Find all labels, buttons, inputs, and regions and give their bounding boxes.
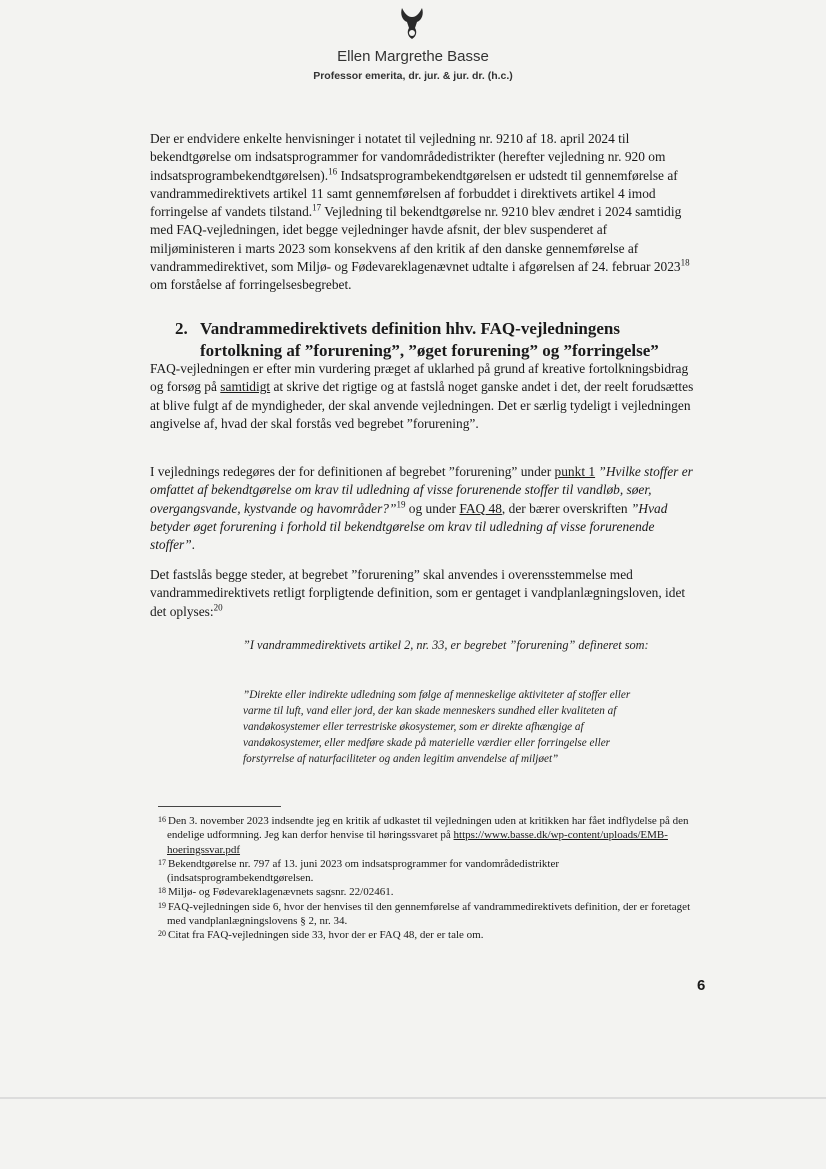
section-number: 2.: [175, 319, 188, 338]
italic-text: ”Hvilke stoffer er omfattet af bekendtgørelse om krav til udledning af visse forurenende stoffer til vandløb, søer, overgangsvande, kystvande og havområder?”: [150, 464, 693, 516]
footnote-number: 16: [158, 815, 166, 824]
author-name: Ellen Margrethe Basse: [337, 48, 489, 65]
author-subtitle: Professor emerita, dr. jur. & jur. dr. (h.c.): [313, 70, 513, 82]
text-span: , der bærer overskriften: [501, 500, 631, 516]
quote-intro: ”I vandrammedirektivets artikel 2, nr. 33, er begrebet ”forurening” defineret som:: [243, 638, 649, 652]
paragraph-faq-assessment: [150, 360, 695, 433]
footnote-ref[interactable]: 18: [680, 257, 690, 268]
text-span: og under: [405, 500, 460, 516]
link-punkt-1[interactable]: punkt 1: [554, 464, 596, 479]
footnote-ref[interactable]: 20: [213, 602, 223, 613]
footnote-number: 17: [158, 857, 166, 867]
footnote-text: Den 3. november 2023 indsendte jeg en kritik af udkastet til vejledningen uden at kritikken har fået indflydelse på den endelige udformning. Jeg kan derfor henvise til høringssvaret på: [167, 815, 689, 842]
section-heading: [175, 318, 685, 362]
section-title: Vandrammedirektivets definition hhv. FAQ-vejledningens fortolkning af ”forurening”, ”øget forurening” og ”forringelse”: [200, 319, 659, 360]
paragraph-conclusion: [150, 566, 695, 621]
underlined-text: samtidigt: [220, 379, 271, 395]
link-faq-48[interactable]: FAQ 48: [459, 500, 502, 516]
footnote-18: [158, 885, 698, 899]
scan-edge-line: [0, 1097, 826, 1099]
footnote-text: Citat fra FAQ-vejledningen side 33, hvor der er FAQ 48, der er tale om.: [168, 929, 484, 942]
footnote-20: [158, 928, 698, 942]
footnote-text: Miljø- og Fødevareklagenævnets sagsnr. 22/02461.: [168, 886, 394, 899]
paragraph-intro: [150, 130, 695, 295]
page-number: 6: [697, 977, 706, 994]
footnote-text: Bekendtgørelse nr. 797 af 13. juni 2023 om indsatsprogrammer for vandområdedistrikter (indsatsprogrambekendtgørelsen.: [167, 857, 560, 885]
text-span: FAQ-vejledningen er efter min vurdering præget af uklarhed på grund af kreative fortolkningsbidrag og forsøg på: [150, 361, 689, 395]
text-span: .: [191, 537, 196, 553]
footnote-number: 18: [158, 886, 166, 896]
footnote-number: 19: [158, 900, 166, 910]
footnote-16: [158, 814, 698, 857]
quote-definition: ”Direkte eller indirekte udledning som følge af menneskelige aktiviteter af stoffer eller varme til luft, vand eller jord, der kan skade menneskers sundhed eller kvaliteten af vandøkosystemer eller terrestriske økosystemer, som er direkte afhængige af vandøkosystemer, eller medføre skade på materielle værdier eller forringelse eller forstyrrelse af naturfaciliteter og anden legitim anvendelse af miljøet”: [243, 689, 631, 766]
text-span: at skrive det rigtige og at fastslå noget ganske andet i det, der reelt forudsættes at blive fulgt af de myndigheder, der skal anvende vejledningen. Det er særlig tydeligt i vejledningen angivelse af, hvad der skal forstås ved begrebet ”forurening”.: [150, 379, 694, 431]
text-span: om forståelse af forringelsesbegrebet.: [150, 277, 352, 293]
italic-text: ”Hvad betyder øget forurening i forhold til bekendtgørelse om krav til udledning af visse forurenende stoffer”: [150, 500, 668, 553]
footnote-text: FAQ-vejledningen side 6, hvor der henvises til den gennemførelse af vandrammedirektivets definition, der er foretaget med vandplanlægningslovens § 2, nr. 34.: [167, 900, 691, 928]
footnotes: [158, 814, 698, 943]
footnote-19: [158, 900, 698, 929]
footnote-17: [158, 857, 698, 886]
text-span: Der er endvidere enkelte henvisninger i notatet til vejledning nr. 9210 af 18. april 2024 til bekendtgørelse om indsatsprogrammer for vandområdedistrikter (herefter vejledning nr. 920 om indsatsprogrambekendtgørelsen).: [150, 131, 666, 183]
footnote-link[interactable]: https://www.basse.dk/wp-content/uploads/EMB-hoeringssvar.pdf: [167, 829, 668, 856]
text-span: Det fastslås begge steder, at begrebet ”forurening” skal anvendes i overensstemmelse med vandrammedirektivets retligt forpligtende definition, som er gentaget i vandplanlægningsloven, idet det oplyses:: [150, 567, 686, 619]
footnote-ref[interactable]: 17: [312, 202, 322, 213]
footnote-number: 20: [158, 929, 166, 939]
footnote-ref[interactable]: 19: [396, 499, 406, 510]
text-span: Vejledning til bekendtgørelse nr. 9210 blev ændret i 2024 samtidig med FAQ-vejledningen, idet begge vejledninger havde afsnit, der blev suspenderet af miljøministeren i marts 2023 som konsekvens af den kritik af den danske gennemførelse af vandrammedirektivet, som Miljø- og Fødevareklagenævnet udtalte i afgørelsen af 24. februar 2023: [150, 204, 682, 275]
footnote-ref[interactable]: 16: [328, 166, 338, 177]
text-span: I vejlednings redegøres der for definitionen af begrebet ”forurening” under: [150, 464, 555, 479]
footnote-divider: [158, 806, 281, 807]
text-span: Indsatsprogrambekendtgørelsen er udstedt til gennemførelse af vandrammedirektivets artikel 11 samt gennemførelsen af forbuddet i direktivets artikel 4 imod forringelse af vandets tilstand.: [150, 167, 678, 220]
logo-icon: [398, 6, 426, 46]
paragraph-definition-reference: [150, 463, 695, 554]
